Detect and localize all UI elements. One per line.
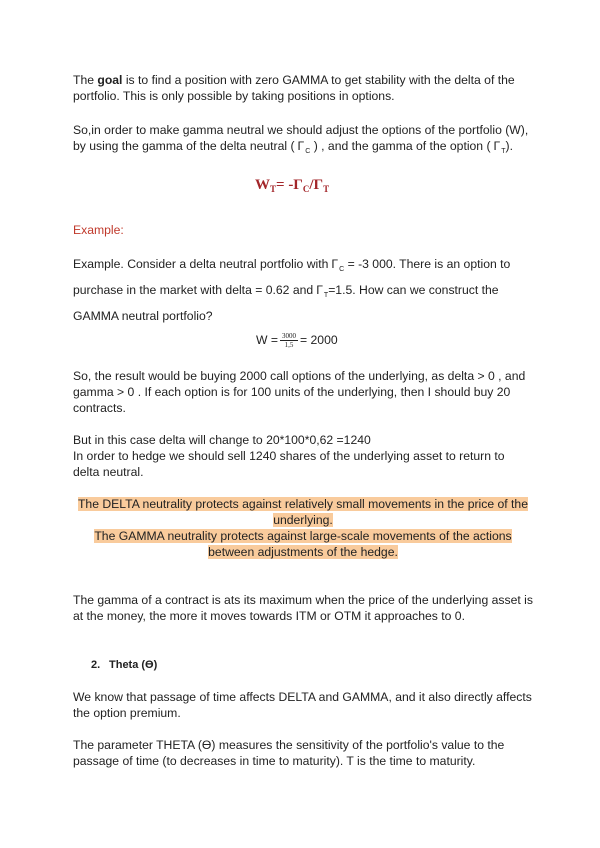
fraction-equation: W = $\frac{3000}{1,5}$ = 2000 <box>256 332 338 350</box>
example-title: Example: <box>73 223 124 237</box>
example-paragraph: Example. Consider a delta neutral portfolio with $\Gamma_C = -3$ 000. There is an option to purchase in the market with delta = 0.62 and $\Gamma_T=1.5$. How can we construct the GAMMA neutral portfolio? <box>73 257 511 323</box>
intro-paragraph: The goal is to find a position with zero GAMMA to get stability with the delta of the portfolio. This is only possible by taking positions in options. <box>73 73 515 103</box>
highlighted-notes <box>73 496 533 560</box>
result-paragraph: So, the result would be buying 2000 call options of the underlying, as delta > 0 , and gamma > 0 . If each option is for 100 units of the underlying, then I should buy 20 contracts. <box>73 369 526 415</box>
gamma-c-symbol: Γ <box>297 139 305 153</box>
theta-definition-paragraph: The parameter THETA (ϴ) measures the sensitivity of the portfolio's value to the passage of time (to decreases in time to maturity). T is the time to maturity. <box>73 738 505 768</box>
delta-change-paragraph: But in this case delta will change to 20*100*0,62 =1240 In order to hedge we should sell 1240 shares of the underlying asset to return to delta neutral. <box>73 433 505 479</box>
gamma-neutral-formula: $W_T= -\Gamma_C/\Gamma_T$ <box>255 177 330 194</box>
gamma-neutrality-note: The GAMMA neutrality protects against large-scale movements of the actions between adjustments of the hedge. <box>94 529 512 559</box>
delta-neutrality-note: The DELTA neutrality protects against relatively small movements in the price of the underlying. <box>77 497 528 527</box>
document-page <box>73 72 533 104</box>
adjust-paragraph: So,in order to make gamma neutral we should adjust the options of the portfolio (W), by using the gamma of the delta neutral ( $\Gamma_C$ ) , and the gamma of the option ( $\Gamma_T$). <box>73 123 529 155</box>
fraction: $\frac{3000}{1,5}$ <box>282 332 297 350</box>
theta-intro-paragraph: We know that passage of time affects DELTA and GAMMA, and it also directly affects the option premium. <box>73 690 532 720</box>
gamma-max-paragraph: The gamma of a contract is ats its maximum when the price of the underlying asset is at the money, the more it moves towards ITM or OTM it approaches to 0. <box>73 593 533 623</box>
gamma-t-symbol: Γ <box>493 139 501 153</box>
goal-word: goal <box>97 73 123 87</box>
theta-heading: 2. Theta (ϴ) <box>91 659 158 671</box>
